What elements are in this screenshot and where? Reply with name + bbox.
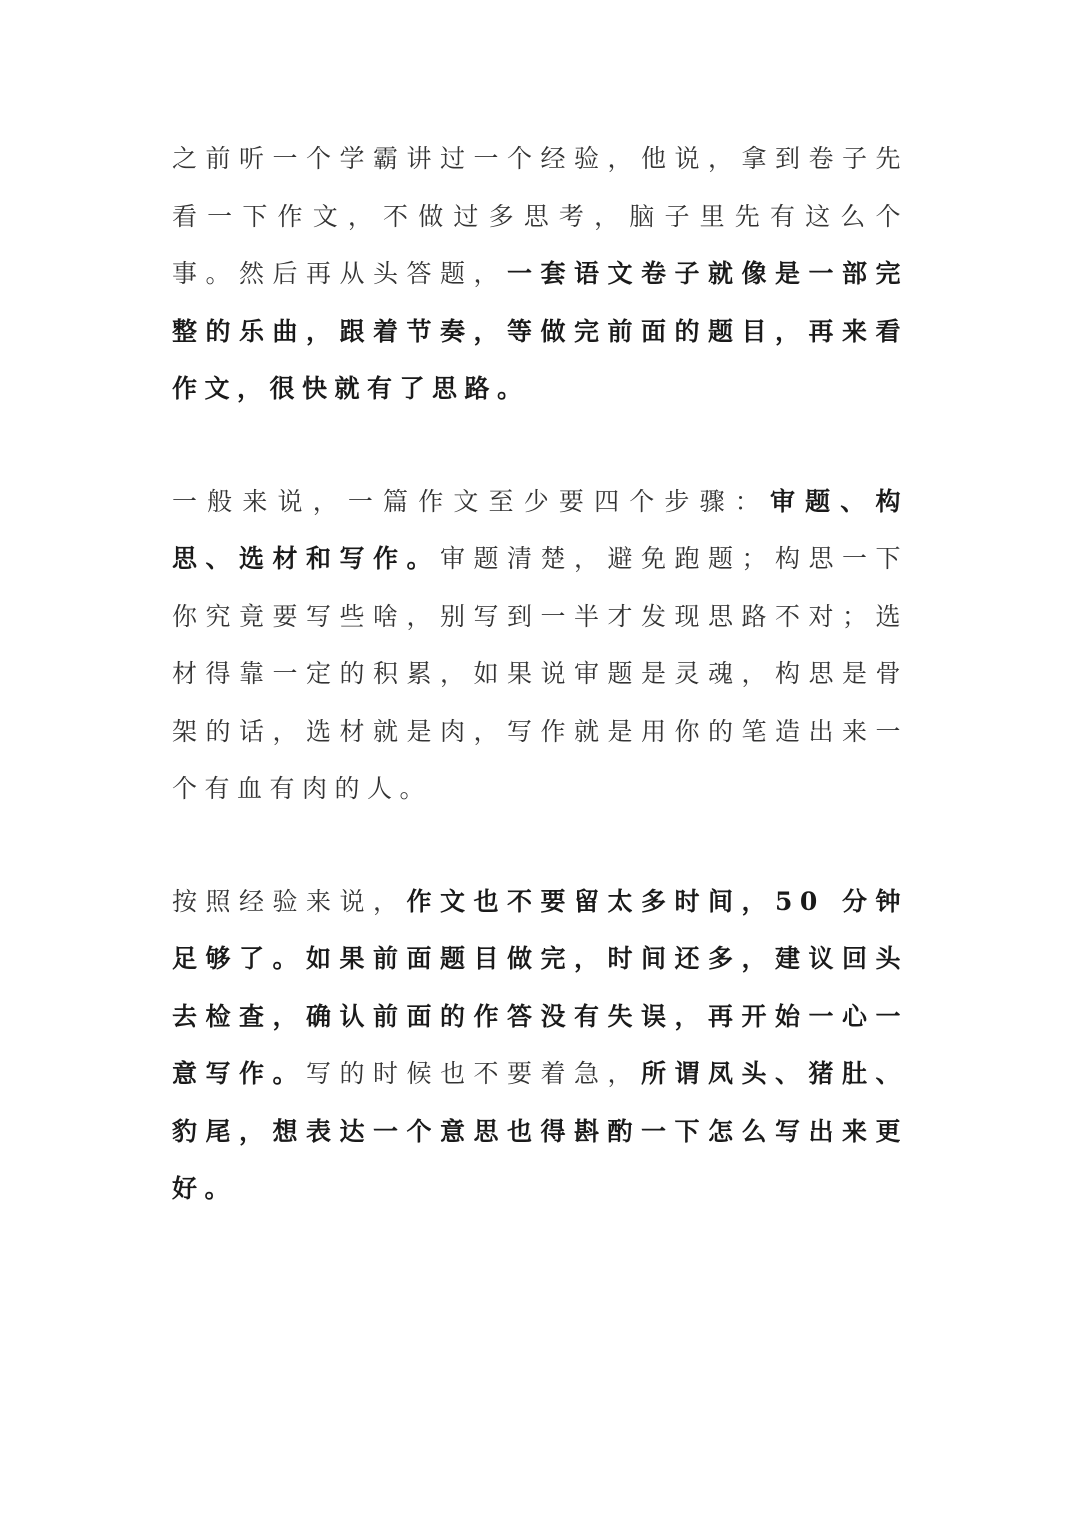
paragraph-writing-steps [172,473,908,818]
bold-text-segment: 作文也不要留太多时间，50 分钟足够了。如果前面题目做完，时间还多，建议回头去检查，确认前面的作答没有失误，再开始一心一意写作。 [172,886,908,1088]
bold-text-segment: 一套语文卷子就像是一部完整的乐曲，跟着节奏，等做完前面的题目，再来看作文，很快就有了思路。 [172,259,908,403]
text-segment: 之前听一个学霸讲过一个经验，他说，拿到卷子先看一下作文，不做过多思考，脑子里先有这么个事。然后再从头答题， [172,144,908,288]
article-body [172,130,908,1218]
paragraph-time-management [172,873,908,1218]
bold-text-segment: 所谓凤头、猪肚、豹尾，想表达一个意思也得斟酌一下怎么写出来更好。 [172,1059,908,1203]
text-segment: 一般来说，一篇作文至少要四个步骤： [172,486,770,516]
paragraph-exam-strategy [172,130,908,418]
text-segment: 按照经验来说， [172,886,407,916]
text-segment: 审题清楚，避免跑题；构思一下你究竟要写些啥，别写到一半才发现思路不对；选材得靠一定的积累，如果说审题是灵魂，构思是骨架的话，选材就是肉，写作就是用你的笔造出来一个有血有肉的人。 [172,544,908,803]
text-segment: 写的时候也不要着急， [306,1059,641,1088]
bold-text-segment: 审题、构思、选材和写作。 [172,486,908,573]
